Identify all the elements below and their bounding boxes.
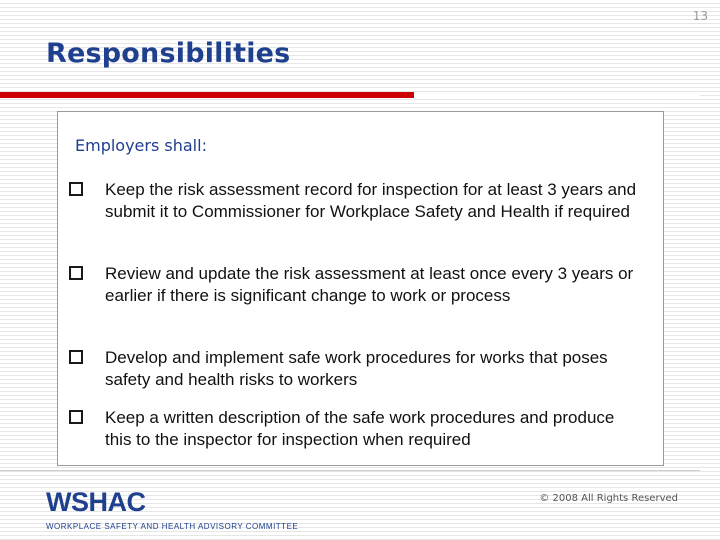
checkbox-icon [69,182,83,196]
section-subtitle: Employers shall: [75,136,207,155]
checkbox-icon [69,350,83,364]
bullet-text: Review and update the risk assessment at least once every 3 years or earlier if there is significant change to work or process [105,264,634,305]
footer-divider [0,470,700,471]
bullet-text: Develop and implement safe work procedures for works that poses safety and health risks to workers [105,348,608,389]
title-accent-bar [0,92,414,98]
logo-subtext: WORKPLACE SAFETY AND HEALTH ADVISORY COMMITTEE [46,522,299,531]
bullet-text: Keep the risk assessment record for inspection for at least 3 years and submit it to Commissioner for Workplace Safety and Health if required [105,180,637,221]
wshac-logo [46,488,298,531]
checkbox-icon [69,410,83,424]
logo-wordmark: WSHAC [46,487,146,517]
copyright-notice: © 2008 All Rights Reserved [539,493,678,504]
content-panel [57,111,664,466]
bullet-text: Keep a written description of the safe work procedures and produce this to the inspector for inspection when required [105,408,615,449]
slide-title: Responsibilities [46,38,291,69]
slide-number: 13 [692,9,708,23]
checkbox-icon [69,266,83,280]
